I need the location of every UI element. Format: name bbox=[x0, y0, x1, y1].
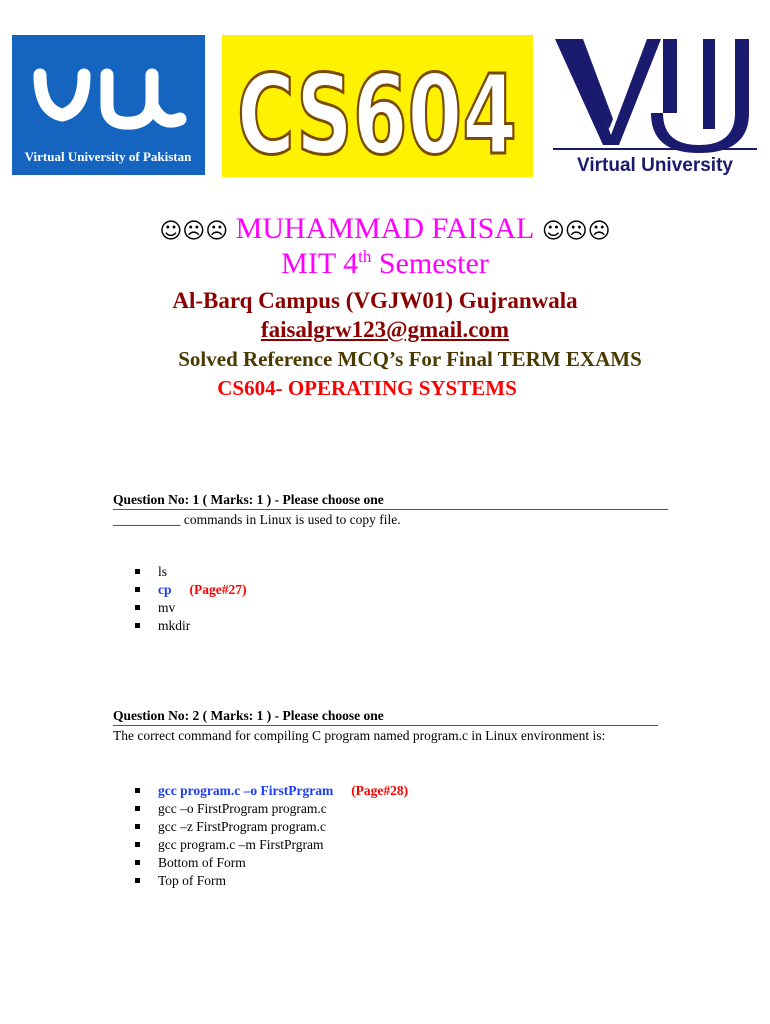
question-1-options bbox=[135, 563, 246, 635]
vu-pakistan-logo-text: Virtual University of Pakistan bbox=[24, 149, 192, 164]
virtual-university-logo bbox=[553, 37, 757, 177]
bullet-icon bbox=[135, 824, 140, 829]
document-subtitle: Solved Reference MCQ’s For Final TERM EXAMS bbox=[178, 347, 642, 371]
bullet-icon bbox=[135, 605, 140, 610]
bullet-icon bbox=[135, 587, 140, 592]
bullet-icon bbox=[135, 569, 140, 574]
option-label: gcc –o FirstProgram program.c bbox=[158, 801, 327, 816]
option-item[interactable] bbox=[135, 854, 408, 872]
option-label: Bottom of Form bbox=[158, 855, 246, 870]
virtual-university-logo-text: Virtual University bbox=[577, 155, 733, 176]
question-2-options bbox=[135, 782, 408, 890]
cs604-logo bbox=[222, 35, 533, 177]
vu-pakistan-logo-art bbox=[12, 35, 205, 175]
bullet-icon bbox=[135, 806, 140, 811]
bullet-icon bbox=[135, 842, 140, 847]
author-name: MUHAMMAD FAISAL bbox=[235, 212, 535, 245]
page-reference: (Page#28) bbox=[351, 783, 409, 798]
program-suffix: Semester bbox=[371, 247, 489, 280]
program-prefix: MIT 4 bbox=[281, 247, 359, 280]
program-superscript: th bbox=[358, 247, 372, 266]
bullet-icon bbox=[135, 860, 140, 865]
bullet-icon bbox=[135, 623, 140, 628]
question-2-text: The correct command for compiling C program named program.c in Linux environment is: bbox=[113, 728, 606, 743]
option-item[interactable] bbox=[135, 872, 408, 890]
option-label: mv bbox=[158, 600, 176, 615]
cs604-logo-art bbox=[222, 35, 533, 177]
correct-option-label: gcc program.c –o FirstPrgram bbox=[158, 783, 334, 798]
course-title: CS604- OPERATING SYSTEMS bbox=[217, 376, 517, 400]
page-reference: (Page#27) bbox=[189, 582, 247, 597]
bullet-icon bbox=[135, 788, 140, 793]
smiley-icons-left: ☺☹☹ bbox=[159, 219, 229, 244]
program-line bbox=[0, 247, 770, 281]
question-2-header: Question No: 2 ( Marks: 1 ) - Please choose one bbox=[113, 708, 658, 726]
option-item[interactable] bbox=[135, 563, 246, 581]
vu-pakistan-logo bbox=[12, 35, 205, 175]
question-1-text: __________ commands in Linux is used to copy file. bbox=[113, 512, 401, 527]
option-item[interactable] bbox=[135, 836, 408, 854]
option-label: gcc –z FirstProgram program.c bbox=[158, 819, 326, 834]
option-item[interactable] bbox=[135, 800, 408, 818]
option-label: mkdir bbox=[158, 618, 191, 633]
question-2 bbox=[113, 708, 658, 745]
option-item[interactable] bbox=[135, 818, 408, 836]
email-link[interactable]: faisalgrw123@gmail.com bbox=[260, 317, 510, 342]
smiley-icons-right: ☺☹☹ bbox=[541, 219, 611, 244]
option-label: Top of Form bbox=[158, 873, 227, 888]
option-item[interactable] bbox=[135, 599, 246, 617]
author-name-line bbox=[0, 212, 770, 246]
question-1 bbox=[113, 492, 668, 529]
option-item[interactable] bbox=[135, 581, 246, 599]
virtual-university-logo-art bbox=[553, 37, 757, 177]
option-item[interactable] bbox=[135, 782, 408, 800]
campus-line: Al-Barq Campus (VGJW01) Gujranwala bbox=[172, 288, 578, 313]
option-label: ls bbox=[158, 564, 168, 579]
option-label: gcc program.c –m FirstPrgram bbox=[158, 837, 324, 852]
cs604-logo-text: CS604 bbox=[237, 51, 517, 177]
bullet-icon bbox=[135, 878, 140, 883]
option-item[interactable] bbox=[135, 617, 246, 635]
question-1-header: Question No: 1 ( Marks: 1 ) - Please choose one bbox=[113, 492, 668, 510]
correct-option-label: cp bbox=[158, 582, 172, 597]
